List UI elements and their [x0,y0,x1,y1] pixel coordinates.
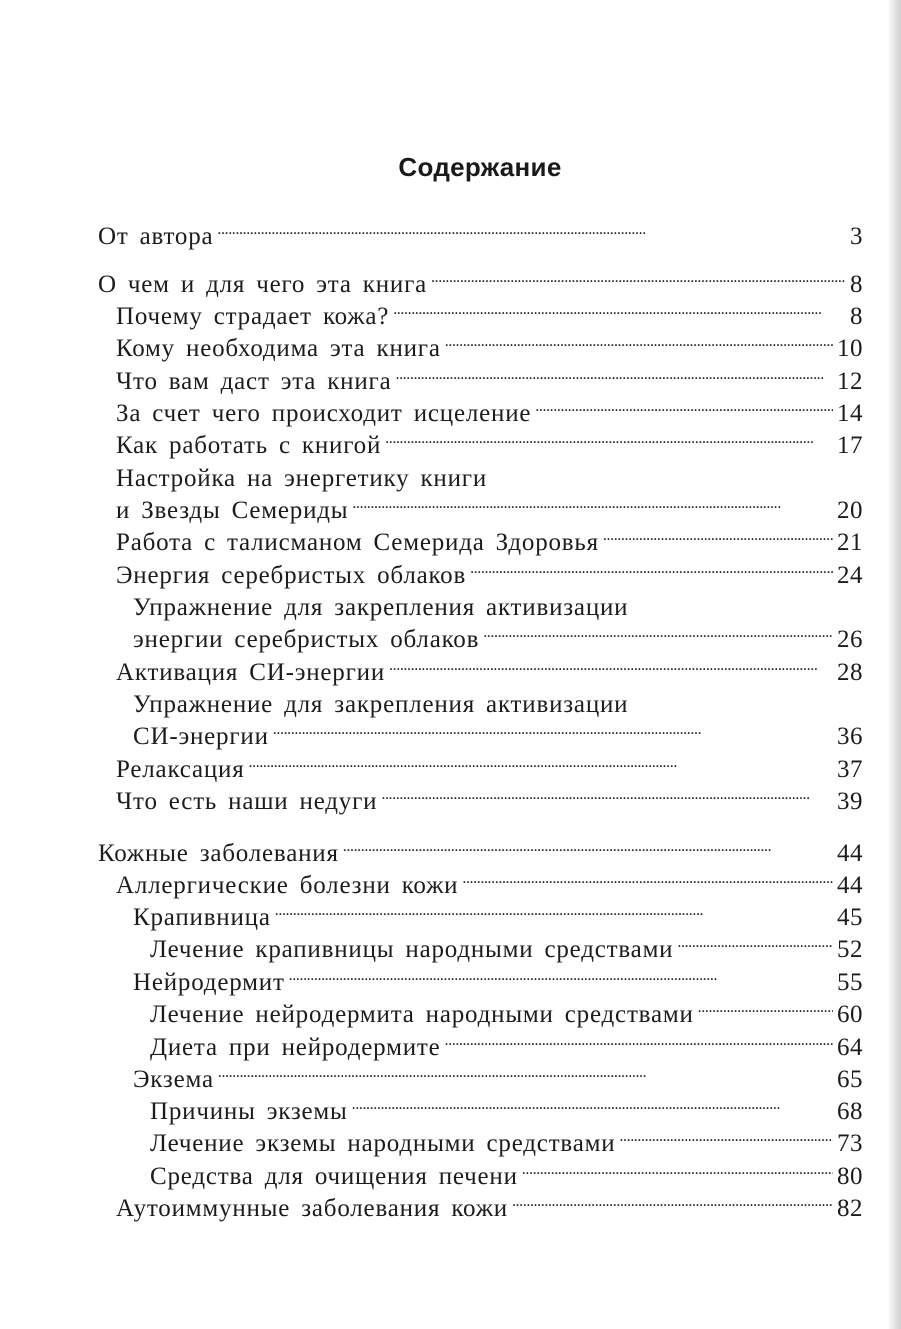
toc-entry[interactable] [116,333,863,365]
dot-leader [389,660,833,680]
toc-entry-title: Аллергические болезни кожи [116,872,459,899]
toc-entry[interactable] [133,624,863,656]
toc-entry[interactable] [133,967,863,999]
dot-leader [343,841,833,861]
toc-entry-title: Энергия серебристых облаков [116,562,467,589]
toc-entry-title-line: Упражнение для закрепления активизации [133,691,629,718]
toc-entry-page: 68 [837,1098,863,1125]
toc-entry-page: 44 [837,872,863,899]
dot-leader [352,1099,833,1119]
toc-entry-title: энергии серебристых облаков [133,626,480,653]
dot-leader [381,789,833,809]
dot-leader [217,224,846,244]
toc-entry-title: Средства для очищения печени [150,1163,518,1190]
toc-entry-page: 64 [837,1034,863,1061]
toc-entry-page: 44 [837,840,863,867]
toc-entry[interactable] [116,870,863,902]
dot-leader [249,757,833,777]
toc-entry-title: Релаксация [116,756,245,783]
dot-leader [698,1002,833,1022]
toc-entry[interactable] [150,1128,863,1160]
dot-leader [603,530,833,550]
dot-leader [395,369,833,389]
toc-entry-title: Диета при нейродермите [150,1034,441,1061]
toc-entry[interactable] [133,902,863,934]
toc-entry[interactable] [116,786,863,818]
toc-entry-title-line: Упражнение для закрепления активизации [133,594,629,621]
toc-entry-page: 55 [837,969,863,996]
toc-entry-page: 28 [837,659,863,686]
dot-leader [218,1067,833,1087]
toc-entry[interactable] [150,1096,863,1128]
dot-leader [275,905,833,925]
toc-entry-page: 8 [850,271,863,298]
toc-entry-page: 21 [837,529,863,556]
toc-entry-title: От автора [98,223,214,250]
toc-entry[interactable] [116,366,863,398]
toc-entry-title: Что вам даст эта книга [116,368,392,395]
toc-entry-page: 65 [837,1066,863,1093]
toc-entry[interactable] [133,721,863,753]
toc-entry[interactable] [116,754,863,786]
toc-entry[interactable] [98,269,863,301]
toc-entry[interactable] [116,1193,863,1225]
dot-leader [445,336,833,356]
dot-leader [352,498,833,518]
toc-entry[interactable] [133,1064,863,1096]
toc-entry-page: 45 [837,904,863,931]
toc-entry[interactable] [116,398,863,430]
toc-entry-title: Лечение крапивницы народными средствами [150,936,674,963]
toc-entry-page: 17 [837,432,863,459]
toc-entry-page: 20 [837,497,863,524]
toc-entry-title: Как работать с книгой [116,432,382,459]
toc-entry-page: 10 [837,335,863,362]
toc-entry-page: 52 [837,936,863,963]
toc-entry-title: Работа с талисманом Семерида Здоровья [116,529,599,556]
toc-entry-title: и Звезды Семериды [116,497,349,524]
toc-entry-page: 12 [837,368,863,395]
toc-entry-page: 3 [850,223,863,250]
toc-entry[interactable] [116,527,863,559]
toc-entry[interactable] [150,999,863,1031]
dot-leader [677,937,833,957]
toc-entry-title: Лечение экземы народными средствами [150,1130,616,1157]
toc-entry-page: 82 [837,1195,863,1222]
toc-entry-page: 14 [837,400,863,427]
dot-leader [619,1131,833,1151]
toc-entry-title: Причины экземы [150,1098,348,1125]
toc-entry[interactable] [98,838,863,870]
toc-entry-title: Почему страдает кожа? [116,303,390,330]
dot-leader [462,873,833,893]
toc-entry-page: 24 [837,562,863,589]
dot-leader [273,724,833,744]
dot-leader [393,304,846,324]
toc-entry-page: 80 [837,1163,863,1190]
toc-entry-title: СИ-энергии [133,723,269,750]
toc-entry[interactable] [150,934,863,966]
dot-leader [522,1164,833,1184]
toc-entry-page: 37 [837,756,863,783]
toc-entry[interactable] [116,495,863,527]
toc-entry-title: О чем и для чего эта книга [98,271,428,298]
toc-entry-title: Активация СИ-энергии [116,659,386,686]
toc-entry-title: Нейродермит [133,969,285,996]
toc-entry-title: За счет чего происходит исцеление [116,400,532,427]
toc-entry-title: Лечение нейродермита народными средствами [150,1001,694,1028]
toc-entry[interactable] [98,221,863,253]
toc-entry-title: Аутоиммунные заболевания кожи [116,1195,508,1222]
toc-entry-page: 39 [837,788,863,815]
toc-entry[interactable] [116,430,863,462]
toc-entry[interactable] [150,1032,863,1064]
toc-entry-title: Крапивница [133,904,271,931]
toc-entry-page: 26 [837,626,863,653]
dot-leader [431,272,846,292]
toc-entry[interactable] [116,301,863,333]
dot-leader [289,970,833,990]
toc-entry-title: Кому необходима эта книга [116,335,441,362]
toc-entry[interactable] [116,560,863,592]
toc-entry-page: 73 [837,1130,863,1157]
toc-entry-title: Экзема [133,1066,214,1093]
page-title: Содержание [398,152,562,182]
toc-entry-title: Кожные заболевания [98,840,339,867]
dot-leader [445,1035,833,1055]
dot-leader [535,401,833,421]
toc-entry[interactable] [150,1161,863,1193]
dot-leader [483,627,833,647]
toc-entry-page: 8 [850,303,863,330]
toc-entry-page: 36 [837,723,863,750]
dot-leader [512,1196,833,1216]
dot-leader [385,433,833,453]
toc-entry[interactable] [116,657,863,689]
toc-entry-title: Что есть наши недуги [116,788,378,815]
toc-entry-page: 60 [837,1001,863,1028]
toc-entry-title-line: Настройка на энергетику книги [116,465,488,492]
dot-leader [470,563,833,583]
